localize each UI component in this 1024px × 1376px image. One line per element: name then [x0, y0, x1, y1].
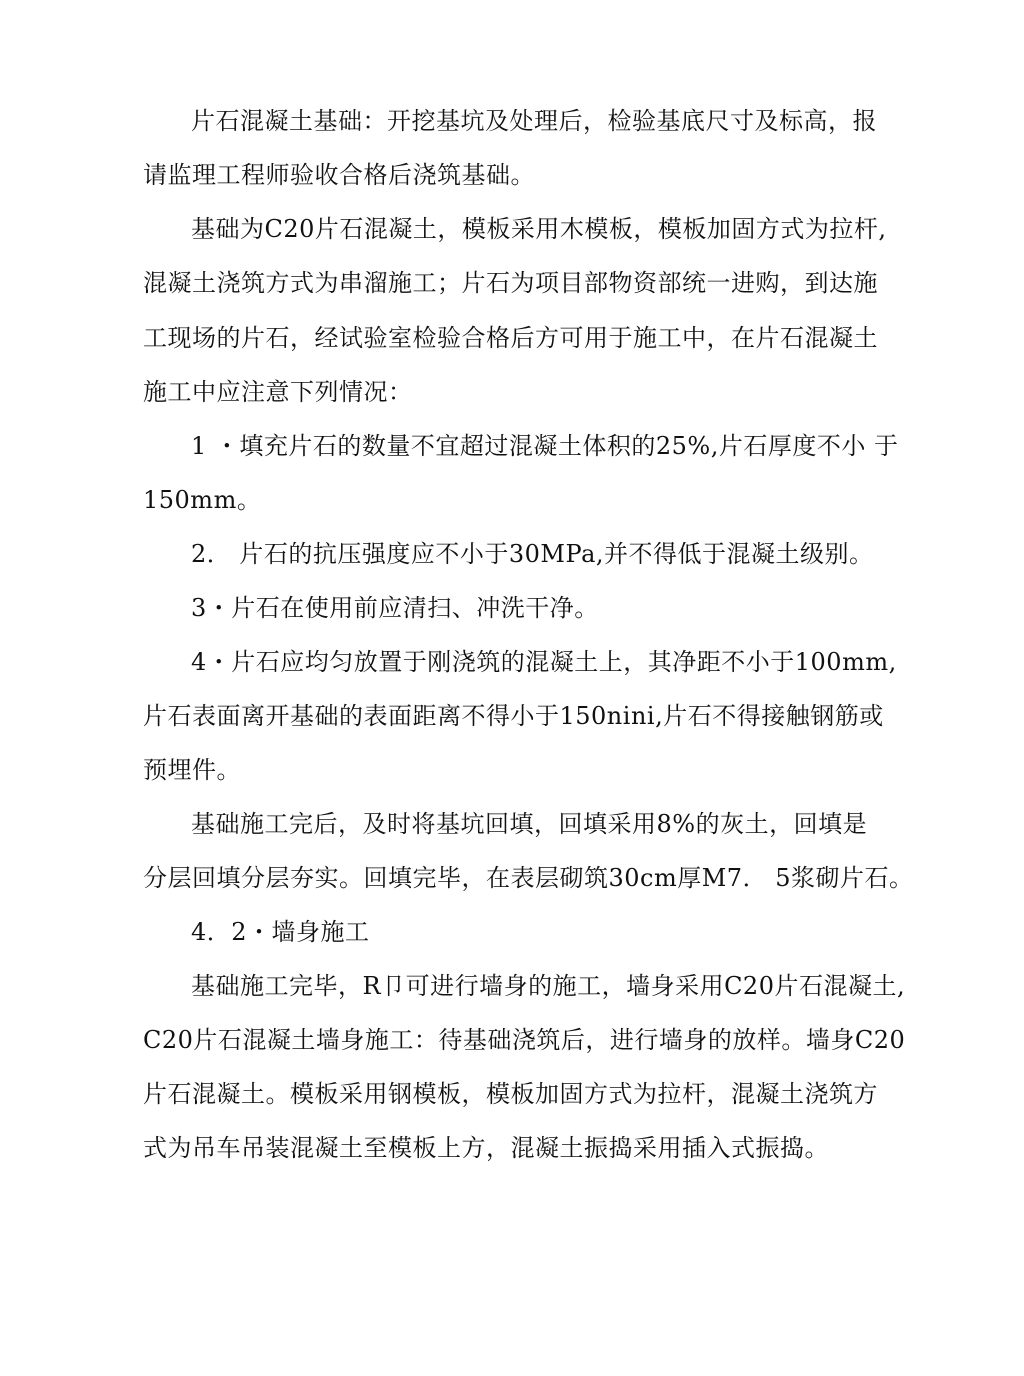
text-line: 预埋件。 [143, 756, 241, 784]
text-line: C20片石混凝土墙身施工：待基础浇筑后，进行墙身的放样。墙身C20 [143, 1026, 906, 1054]
list-item-4: 4・片石应均匀放置于刚浇筑的混凝土上，其净距不小于100mm, [191, 648, 897, 676]
text-line: 请监理工程师验收合格后浇筑基础。 [143, 161, 535, 189]
text-line: 基础施工完毕，R卩可进行墙身的施工，墙身采用C20片石混凝土, [191, 972, 906, 1000]
list-item-2: 2． 片石的抗压强度应不小于30MPa,并不得低于混凝土级别。 [191, 540, 874, 568]
text-line: 分层回填分层夯实。回填完毕，在表层砌筑30cm厚M7． 5浆砌片石。 [143, 864, 914, 892]
section-heading: 4．2・墙身施工 [191, 918, 370, 946]
text-line: 基础施工完后，及时将基坑回填，回填采用8%的灰土，回填是 [191, 810, 868, 838]
list-item-1: 1 ・填充片石的数量不宜超过混凝土体积的25%,片石厚度不小 于 [191, 432, 899, 460]
text-line: 片石混凝土基础：开挖基坑及处理后，检验基底尺寸及标高，报 [191, 107, 877, 135]
text-line: 片石混凝土。模板采用钢模板，模板加固方式为拉杆，混凝土浇筑方 [143, 1080, 878, 1108]
list-item-3: 3・片石在使用前应清扫、冲洗干净。 [191, 594, 599, 622]
text-line: 工现场的片石，经试验室检验合格后方可用于施工中，在片石混凝土 [143, 324, 878, 352]
text-line: 式为吊车吊装混凝土至模板上方，混凝土振捣采用插入式振捣。 [143, 1134, 829, 1162]
text-line: 150mm。 [143, 486, 262, 514]
text-line: 施工中应注意下列情况： [143, 378, 413, 406]
text-line: 片石表面离开基础的表面距离不得小于150nini,片石不得接触钢筋或 [143, 702, 884, 730]
text-line: 基础为C20片石混凝土，模板采用木模板，模板加固方式为拉杆, [191, 215, 887, 243]
text-line: 混凝土浇筑方式为串溜施工；片石为项目部物资部统一进购，到达施 [143, 269, 878, 297]
